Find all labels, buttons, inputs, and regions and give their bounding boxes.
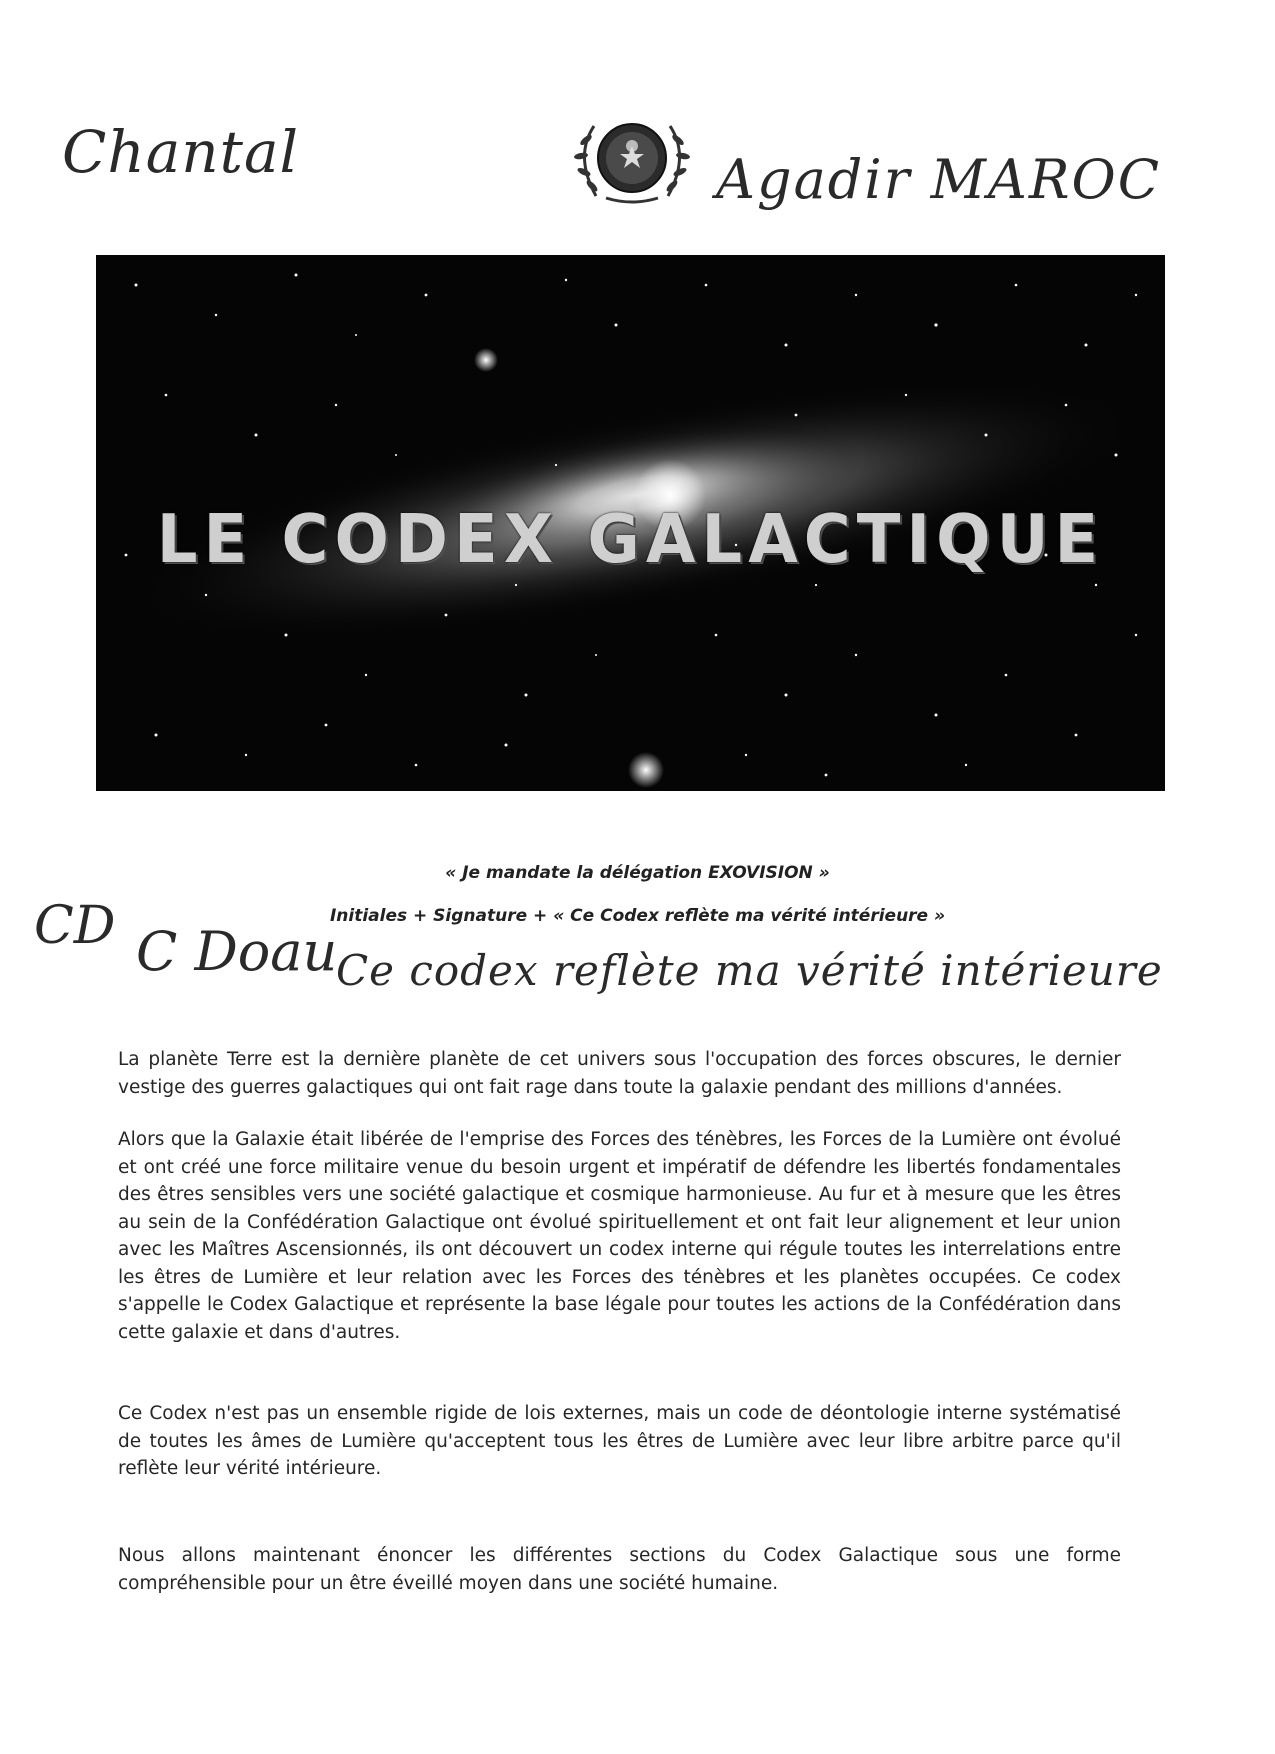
body-paragraph: La planète Terre est la dernière planète de cet univers sous l'occupation des forces obscures, le dernier vestige des guerres galactiques qui ont fait rage dans toute la galaxie pendant des millions d'années. xyxy=(118,1049,1121,1098)
handwritten-signature: C Doau xyxy=(136,920,338,983)
handwritten-name: Chantal xyxy=(62,118,300,186)
body-paragraph: Alors que la Galaxie était libérée de l'emprise des Forces des ténèbres, les Forces de la Lumière ont évolué et ont créé une force militaire venue du besoin urgent et impératif de défendre les libertés fondamentales des êtres sensibles vers une société galactique et cosmique harmonieuse. Au fur et à mesure que les êtres au sein de la Confédération Galactique ont évolué spirituellement et ont fait leur alignement et leur union avec les Maîtres Ascensionnés, ils ont découvert un codex interne qui régule toutes les interrelations entre les êtres de Lumière et leur relation avec les Forces des ténèbres et les planètes occupées. Ce codex s'appelle le Codex Galactique et représente la base légale pour toutes les actions de la Confédération dans cette galaxie et dans d'autres. xyxy=(118,1129,1121,1343)
signature-instruction: Initiales + Signature + « Ce Codex reflète ma vérité intérieure » xyxy=(329,906,946,926)
body-paragraph: Ce Codex n'est pas un ensemble rigide de lois externes, mais un code de déontologie interne systématisé de toutes les âmes de Lumière qu'acceptent tous les êtres de Lumière avec leur libre arbitre parce qu'il reflète leur vérité intérieure. xyxy=(118,1403,1121,1479)
codex-title: LE CODEX GALACTIQUE xyxy=(156,501,1105,579)
handwritten-initials: CD xyxy=(34,896,116,956)
body-paragraph: Nous allons maintenant énoncer les différentes sections du Codex Galactique sous une forme compréhensible pour un être éveillé moyen dans une société humaine. xyxy=(118,1545,1121,1594)
handwritten-truth-statement: Ce codex reflète ma vérité intérieure xyxy=(336,946,1163,995)
galaxy-banner xyxy=(96,255,1165,791)
mandate-statement: « Je mandate la délégation EXOVISION » xyxy=(445,863,830,883)
handwritten-location: Agadir MAROC xyxy=(716,148,1162,211)
galactic-laurel-emblem-icon xyxy=(566,106,698,210)
